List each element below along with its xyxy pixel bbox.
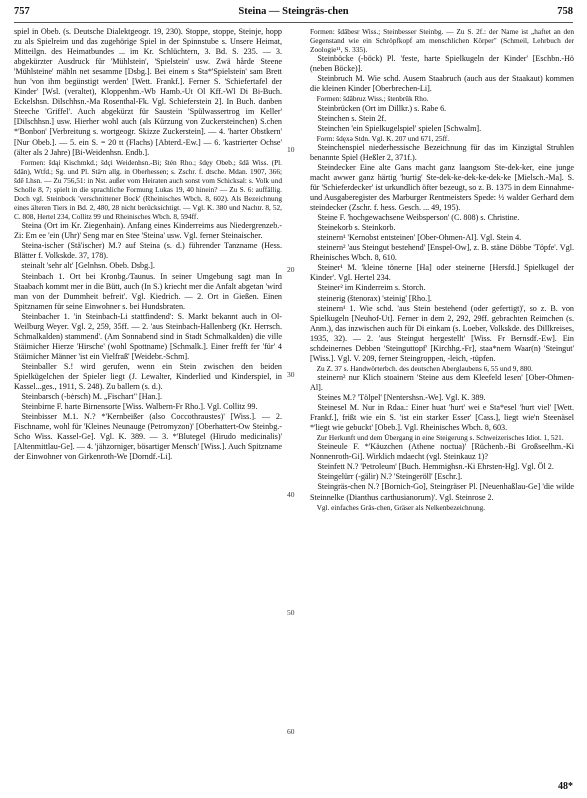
dictionary-entry: Formen: šdâbesr Wiss.; Steinbesser Steinbg. — Zu S. 2f.: der Name ist „haftet an den Gegenstand wie ein Schröpfkopf am menschlichen Körper" (Schmeil, Lehrbuch der Zoologie¹¹, S. 335). — [310, 27, 574, 55]
line-number-mark: 40 — [287, 490, 295, 499]
dictionary-entry: Steinbirne F. harte Birnensorte [Wiss. Walbern-Fr Rho.]. Vgl. Collitz 99. — [21, 402, 258, 412]
dictionary-entry: Steinbisser M.1. N.? *'Kernbeißer (also Coccothraustes)' [Wiss.]. — 2. Fischname, wohl für 'Kleines Neunauge (Petromyzon)' [Oberhattert-Ow Steinbg.-Scho Wiss. Kassel-Ge]. Vgl. K. 389. — 3. *'Blutegel (Hirudo medicinalis)' [Altenmittlau-Ge]. — 4. 'jähzorniger, bösartiger Mensch' [Wiss.]. Auch Spitzname der Einwohner von Girkenroth-We [Dorndf.-Li]. — [14, 412, 282, 462]
dictionary-entry: Steinekorb s. Steinkorb. — [317, 223, 396, 233]
dictionary-entry: Steinchen s. Stein 2f. — [317, 113, 387, 123]
dictionary-entry: Steinfett N.? 'Petroleum' [Buch. Hemmighsn.-Ki Ehrsten-Hg]. Vgl. Öl 2. — [317, 462, 554, 472]
dictionary-entry: Steiner² im Kinderreim s. Storch. — [317, 283, 426, 293]
dictionary-entry: steinern² 'aus Steingut bestehend' [Enspel-Ow], z. B. stäne Döbbe 'Töpfe'. Vgl. Rheinisches Wbch. 8, 610. — [310, 243, 574, 263]
dictionary-entry: steinern¹ 1. Wie schd. 'aus Stein bestehend (oder gefertigt)', so z. B. von Spielkugeln [Neuhof-Ut]. Ferner in dem 2, 292, 29ff. gebrachten Reimchen (s. Anm.), das inzwischen auch für Di einkam (s. Loeber, Volkskde. des Dillkreises, 1935, 32). — 2. 'aus Steingut hergestellt' [Wiss. Fr Bernsdf.-Ew]. Ein schdeinernes Debben 'Steinguttopf' [Kirchhg.-Fr], staa*nern Waar(n) 'Steingut' [Wiss.]. Vgl. V. 209, ferner Steingroppen, -leich, -tüpfen. — [310, 303, 574, 363]
left-column — [14, 27, 282, 462]
line-number-mark: 60 — [287, 727, 295, 736]
dictionary-entry: Zu Z. 37 s. Handwörterbch. des deutschen Aberglaubens 6, 55 und 9, 880. — [316, 363, 533, 373]
dictionary-entry: steinalt 'sehr alt' [Gelnhsn. Obeb. Dsbg.]. — [21, 261, 155, 271]
running-title: Steina — Steingräs-chen — [238, 6, 349, 17]
dictionary-entry: Steina-ischer (Stä'ischer) M.? auf Steina (s. d.) führender Tanzname (Hess. Blätter f. Volkskde. 37, 178). — [14, 241, 282, 261]
line-number-mark: 50 — [287, 608, 295, 617]
dictionary-entry: Steinböcke (-böck) Pl. 'feste, harte Spielkugeln der Kinder' [Eschbn.-Hö (neben Böcke)]. — [310, 54, 574, 74]
header-rule — [14, 22, 573, 23]
dictionary-entry: Zur Herkunft und dem Übergang in eine Steigerung s. Schweizerisches Idiot. 1, 521. — [316, 433, 564, 443]
dictionary-entry: Steina (Ort im Kr. Ziegenhain). Anfang eines Kinderreims aus Niedergrenzeb.-Zi: Em ee 'ein (Uhr)' Seng mar en Stee 'Steina' usw. Vgl. ferner Steinaischer. — [14, 221, 282, 241]
dictionary-entry: Steineule F. *'Käuzchen (Athene noctua)' [Rüchenb.-Bi Großseelhm.-Ki Nonnenroth-Gi]. Wirklich mdaecht (vgl. Steinkauz 1)? — [310, 442, 574, 462]
dictionary-entry: Steindecker Eine alte Gans macht ganz laangsom Ste-dek-ker, eine junge macht awwer ganz härtig 'hurtig' Ste-dek-ke-dek-ke-dek-ke [Mielsch.-Ma]. S. für 'Schieferdecker' ist urkundlich öfter bezeugt, so z. B. 1375 in dem Einnahme- und Ausgaberegister des Marburger Rentmeisters Spede: ½ walder Gerhard dem steindecker (Zschr. f. hess. Gesch. ... 49, 195). — [310, 162, 574, 213]
page-number-right: 758 — [557, 6, 573, 17]
dictionary-entry: Steinesel M. Nur in Rdaa.: Einer huat 'hurt' wei e Sta*esel 'hurt viel' [Wett. Frankf.], frißt wie ein S. 'ist ein starker Esser' [Cass.], liegt wie'n Steenäsel *'liegt wie gebuckt' [Obeb.]. Vgl. Rheinisches Wbch. 8, 603. — [310, 403, 574, 433]
line-number-mark: 10 — [287, 145, 295, 154]
dictionary-entry: steinerig (štenorax) 'steinig' [Rho.]. — [317, 293, 432, 303]
dictionary-entry: Steinbarsch (-bėrsch) M. „Fischart" [Han.]. — [21, 392, 163, 402]
dictionary-entry: Steingelürr (-gälir) N.? 'Steingeröll' [Eschr.]. — [317, 472, 463, 482]
page-number-left: 757 — [14, 6, 30, 17]
dictionary-entry: Formen: šdâbruz Wiss.; štenbrūk Rho. — [316, 94, 429, 104]
dictionary-entry: steinern² nur Klich stoainern 'Steine aus dem Kleefeld lesen' [Ober-Ohmen-Al]. — [310, 372, 574, 392]
dictionary-entry: Steinchen 'ein Spielkugelspiel' spielen [Schwalm]. — [317, 123, 482, 133]
dictionary-entry: Steinballer S.! wird gerufen, wenn ein Stein zwischen den beiden Spielkügelchen der Spieler liegt (J. Lewalter, Kinderlied und Kinderspiel, in Kassel...ges., 1911, S. 248). Zu ballern (s. d.). — [14, 361, 282, 392]
page-header — [14, 6, 573, 22]
dictionary-entry: Steinbacher 1. 'in Steinbach-Li stattfindend': S. Markt bekannt auch in Ol-Weilburg Weyer. Vgl. 2, 259, 35ff. — 2. 'aus Steinbach-Hallenberg (Kr. Herrsch. Schmalkalden) stammend'. (Am Sonnabend sind in Stadt Schmalkalden) die ville Stäimicher Hierze 'Hirsche' (wohl Spottname) [Schmalk.]. Einer frefft fer 'für' 4 Stäimicher Männer 'ist ein Vielfraß' [Weidebr.-Schm]. — [14, 311, 282, 361]
dictionary-entry: Steine F. 'hochgewachsene Weibsperson' (C. 808) s. Christine. — [317, 213, 520, 223]
dictionary-entry: Steinchenspiel niederhessische Bezeichnung für das im Kinzigtal Struhlen benannte Spiel (Heßler 2, 371f.). — [310, 142, 574, 162]
dictionary-entry: Steinbrücken (Ort im Dillkr.) s. Rabe 6. — [317, 103, 447, 113]
dictionary-entry: Vgl. einfaches Gräs-chen, Gräser als Nelkenbezeichnung. — [316, 502, 486, 512]
dictionary-entry: spiel in Obeb. (s. Deutsche Dialektgeogr. 19, 230). Stoppe, stoppe, Steinje, hopp zu als Spielreim und das zugehörige Spiel in der Spinnstube s. Unsere Heimat, Mitteilgn. des Heimatbundes ... im Kr. Schlüchtern, 3. Bd. S. 235. — 3. abgekürzter Ausdruck für 'Mühlstein', 'Spielstein' usw. Zwä hårde Steene 'Mühlsteine' mähln net sesamme [Dsbg.]. Bei einem s Sta*'Spielstein' sam Brett hun 'von ihm begünstigt werden' [Wett. Frankf.]. Ferner S. 'Schiefertafel der Kinder' [Wsl. (veraltet), Kloppenhm.-Wb Hamb.-Ut Ol Kff.-Wl Di Bi-Buch. Eckelshsn. Dilschhsn.-Ma Rosenthal-Fk. Vgl. Schieferstein 2]. In Buch. danben Steeche 'Griffel'. Auch abgekürzt für Saustein 'Spülwassertrog im Keller' [Dilschhsn.] usw. Hierher wohl auch (als Kürzung von Zuckersteinchen) S.chen *'Bonbon' [Verbreitung s. wortgeogr. Skizze Zuckerstein]. — 4. 'harter Obstkern' [Nur Obeb.]. — 5. ein S. = 20 tt (Flachs) [Abterd.-Ew.] — 6. 'kastrierter Ochse' (älter als 2 Jahre) [Bi-Weidenhsn. Endb.]. — [14, 27, 282, 157]
dictionary-entry: Steiner¹ M. 'kleine tönerne [Ha] oder steinerne [Hersfd.] Spielkugel der Kinder'. Vgl. Hertel 234. — [310, 263, 574, 283]
dictionary-entry: steinern¹ 'Kernobst entsteinen' [Ober-Ohmen-Al]. Vgl. Stein 4. — [317, 233, 522, 243]
page-folio: 48* — [558, 781, 573, 792]
dictionary-entry: Steinbruch M. Wie schd. Ausem Staabruch (auch aus der Staakaut) kommen die kleinen Kinder [Oberbrechen-Li]. — [310, 74, 574, 94]
right-column — [310, 27, 574, 512]
dictionary-entry: Steinbach 1. Ort bei Kronbg./Taunus. In seiner Umgebung sagt man In Staabach kommt mer in die Bütt, auch (In S.) kriecht mer die Anfalt abgetan 'wird man von der Dummheit befreit'. Vgl. Kiedrich. — 2. Ort in Gießen. Einen Spitznamen für seine Einwohner s. bei Hundsbraten. — [14, 271, 282, 311]
dictionary-entry: Form: šdęxə Stdn. Vgl. K. 207 und 671, 25ff. — [316, 133, 450, 143]
dictionary-entry: Formen: šdąi Kischmkd.; šdçi Weidenhsn.-Bi; štén Rho.; šdęy Obeb.; šdā Wiss. (Pl. šdān), Wtfd.; Sg. und Pl. Stäᵉn allg. in Oberhessen; s. Zschr. f. dtsche. Mdan. 1907, 366; šdē Lhsn. — Zu 756,51: in Nst. außer vom Heiraten auch sonst vom Schicksal: s. Volk und Scholle 8, 7; spielt in die sprachliche Formung Lukas 19, 40 hinein? — Zu S. 6: auffällig. Doch vgl. Steinbock 'verschnittener Bock' (Rheinisches Wbch. 8, 602). Als Bezeichnung eines älteren Tiers in Bd. 2, 480, 28 nicht berücksichtigt. — Vgl. K. 380 und Nachtr. 8, 52, C. 808, Hertel 234, Collitz 99 und Rheinisches Wbch. 8, 594ff. — [14, 157, 282, 222]
line-number-mark: 30 — [287, 370, 295, 379]
dictionary-entry: Steingräs-chen N.? [Bornich-Go], Steingräser Pl. [Neuenhaßlau-Ge] 'die wilde Steinnelke (Dianthus carthusianorum)'. Vgl. Steinrose 2. — [310, 482, 574, 502]
dictionary-entry: Steines M.? 'Tölpel' [Nentershsn.-We]. Vgl. K. 389. — [317, 393, 486, 403]
line-number-mark: 20 — [287, 265, 295, 274]
